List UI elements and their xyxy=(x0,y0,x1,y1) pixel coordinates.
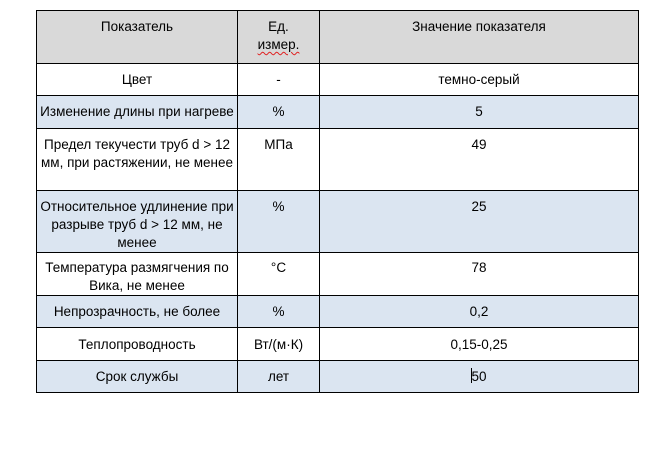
cell-parameter: Цвет xyxy=(37,64,238,96)
cell-value: 5 xyxy=(320,96,639,129)
cell-unit: - xyxy=(238,64,320,96)
header-parameter: Показатель xyxy=(37,11,238,64)
cell-unit: Вт/(м·К) xyxy=(238,328,320,361)
cell-parameter: Изменение длины при нагреве xyxy=(37,96,238,129)
cell-unit: % xyxy=(238,191,320,253)
table-row xyxy=(37,253,639,296)
cell-parameter: Предел текучести труб d > 12 мм, при растяжении, не менее xyxy=(37,129,238,191)
table-row xyxy=(37,191,639,253)
header-unit-line2: измер. xyxy=(257,37,300,52)
cell-parameter: Непрозрачность, не более xyxy=(37,296,238,328)
cell-unit: % xyxy=(238,96,320,129)
table-row xyxy=(37,129,639,191)
table-row xyxy=(37,96,639,129)
table-row xyxy=(37,361,639,393)
table-row xyxy=(37,296,639,328)
cell-value: 25 xyxy=(320,191,639,253)
cell-parameter: Теплопроводность xyxy=(37,328,238,361)
cell-value: 78 xyxy=(320,253,639,296)
cell-value: 0,15-0,25 xyxy=(320,328,639,361)
cell-unit: МПа xyxy=(238,129,320,191)
cell-value: 49 xyxy=(320,129,639,191)
properties-table xyxy=(36,10,639,393)
table-row xyxy=(37,328,639,361)
header-unit-line1: Ед. xyxy=(268,19,289,34)
cell-value: темно-серый xyxy=(320,64,639,96)
table-header-row xyxy=(37,11,639,64)
cell-value: 0,2 xyxy=(320,296,639,328)
cell-value[interactable] xyxy=(320,361,639,393)
cell-unit: °С xyxy=(238,253,320,296)
cell-unit: % xyxy=(238,296,320,328)
cell-value-text: 50 xyxy=(471,369,487,384)
table-row xyxy=(37,64,639,96)
header-value: Значение показателя xyxy=(320,11,639,64)
cell-parameter: Относительное удлинение при разрыве труб d > 12 мм, не менее xyxy=(37,191,238,253)
cell-parameter: Температура размягчения по Вика, не менее xyxy=(37,253,238,296)
cell-parameter: Срок службы xyxy=(37,361,238,393)
cell-unit: лет xyxy=(238,361,320,393)
header-unit xyxy=(238,11,320,64)
